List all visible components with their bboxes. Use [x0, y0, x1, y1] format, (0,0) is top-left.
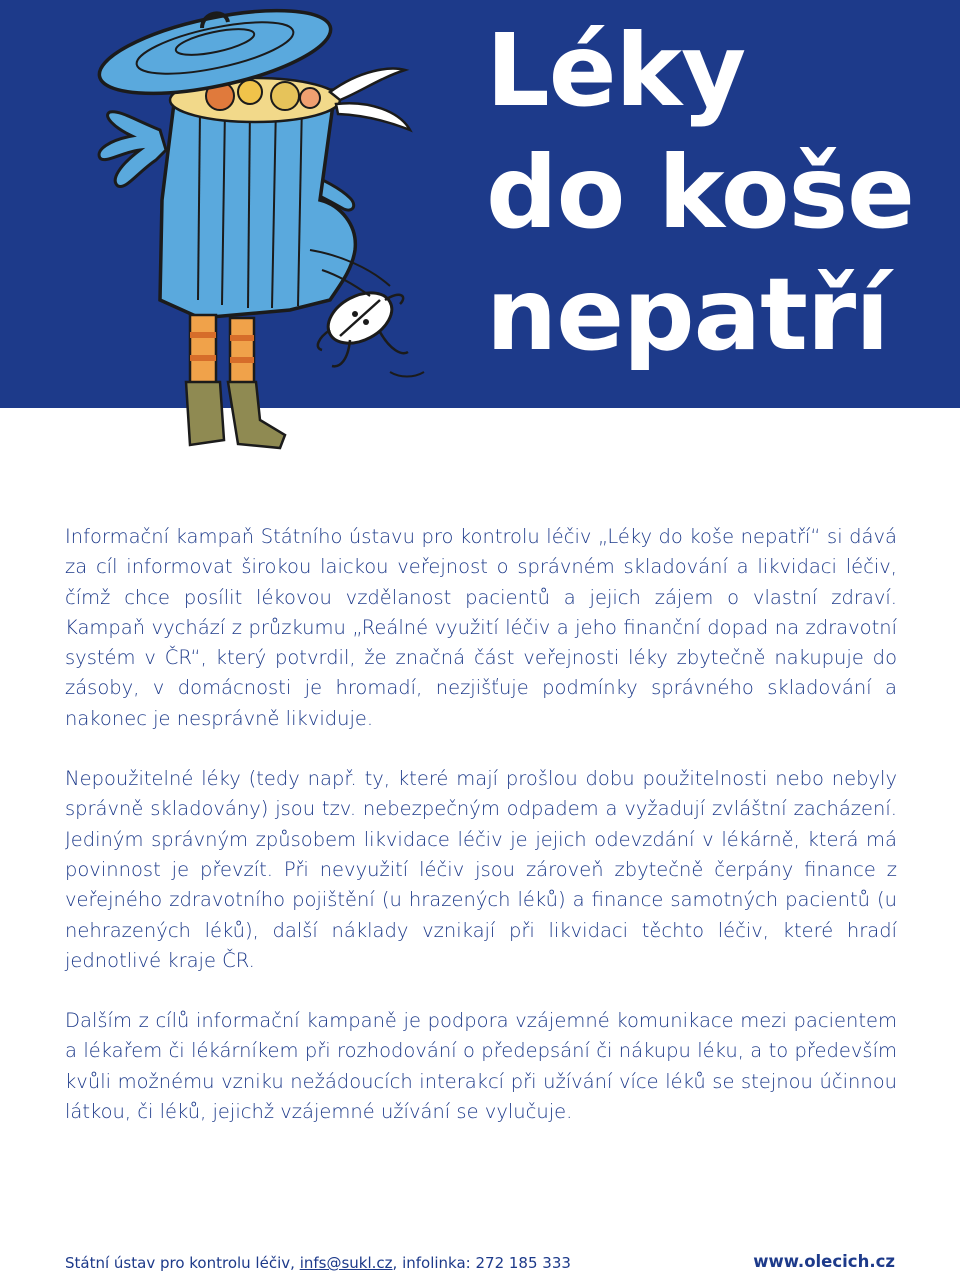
- paragraph-1: Informační kampaň Státního ústavu pro kontrolu léčiv „Léky do koše nepatří“ si dává za cíl informovat širokou laickou veřejnost o správném skladování a likvidaci léčiv, čímž chce posílit lékovou vzdělanost pacientů a jejich zájem o vlastní zdraví. Kampaň vychází z průzkumu „Reálné využití léčiv a jeho finanční dopad na zdravotní systém v ČR“, který potvrdil, že značná část veřejnosti léky zbytečně nakupuje do zásoby, v domácnosti je hromadí, nezjišťuje podmínky správného skladování a nakonec je nesprávně likviduje.: [65, 525, 897, 730]
- page-title: [486, 10, 956, 376]
- footer-infoline: , infolinka: 272 185 333: [392, 1254, 571, 1272]
- title-line-1: Léky: [486, 12, 746, 129]
- title-line-2: do koše: [486, 134, 914, 251]
- paragraph-2: Nepoužitelné léky (tedy např. ty, které mají prošlou dobu použitelnosti nebo nebyly správně skladovány) jsou tzv. nebezpečným odpadem a vyžadují zvláštní zacházení. Jediným správným způsobem likvidace léčiv je jejich odevzdání v lékárně, která má povinnost je převzít. Při nevyužití léčiv jsou zároveň zbytečně čerpány finance z veřejného zdravotního pojištění (u hrazených léků) a finance samotných pacientů (u nehrazených léků), další náklady vznikají při likvidaci těchto léčiv, které hradí jednotlivé kraje ČR.: [65, 767, 897, 972]
- title-line-3: nepatří: [486, 256, 889, 373]
- footer-contact: [65, 1254, 571, 1272]
- footer-website-link[interactable]: www.olecich.cz: [753, 1252, 895, 1271]
- paragraph-3: Dalším z cílů informační kampaně je podpora vzájemné komunikace mezi pacientem a lékařem či lékárníkem při rozhodování o předepsání či nákupu léku, a to především kvůli možnému vzniku nežádoucích interakcí při užívání více léků se stejnou účinnou látkou, či léků, jejichž vzájemné užívání se vylučuje.: [65, 1009, 897, 1124]
- article-body: [65, 522, 897, 1127]
- footer-email-link[interactable]: infs@sukl.cz: [299, 1254, 393, 1272]
- footer-org: Státní ústav pro kontrolu léčiv,: [65, 1254, 295, 1272]
- trash-can-mascot-icon: [40, 0, 480, 460]
